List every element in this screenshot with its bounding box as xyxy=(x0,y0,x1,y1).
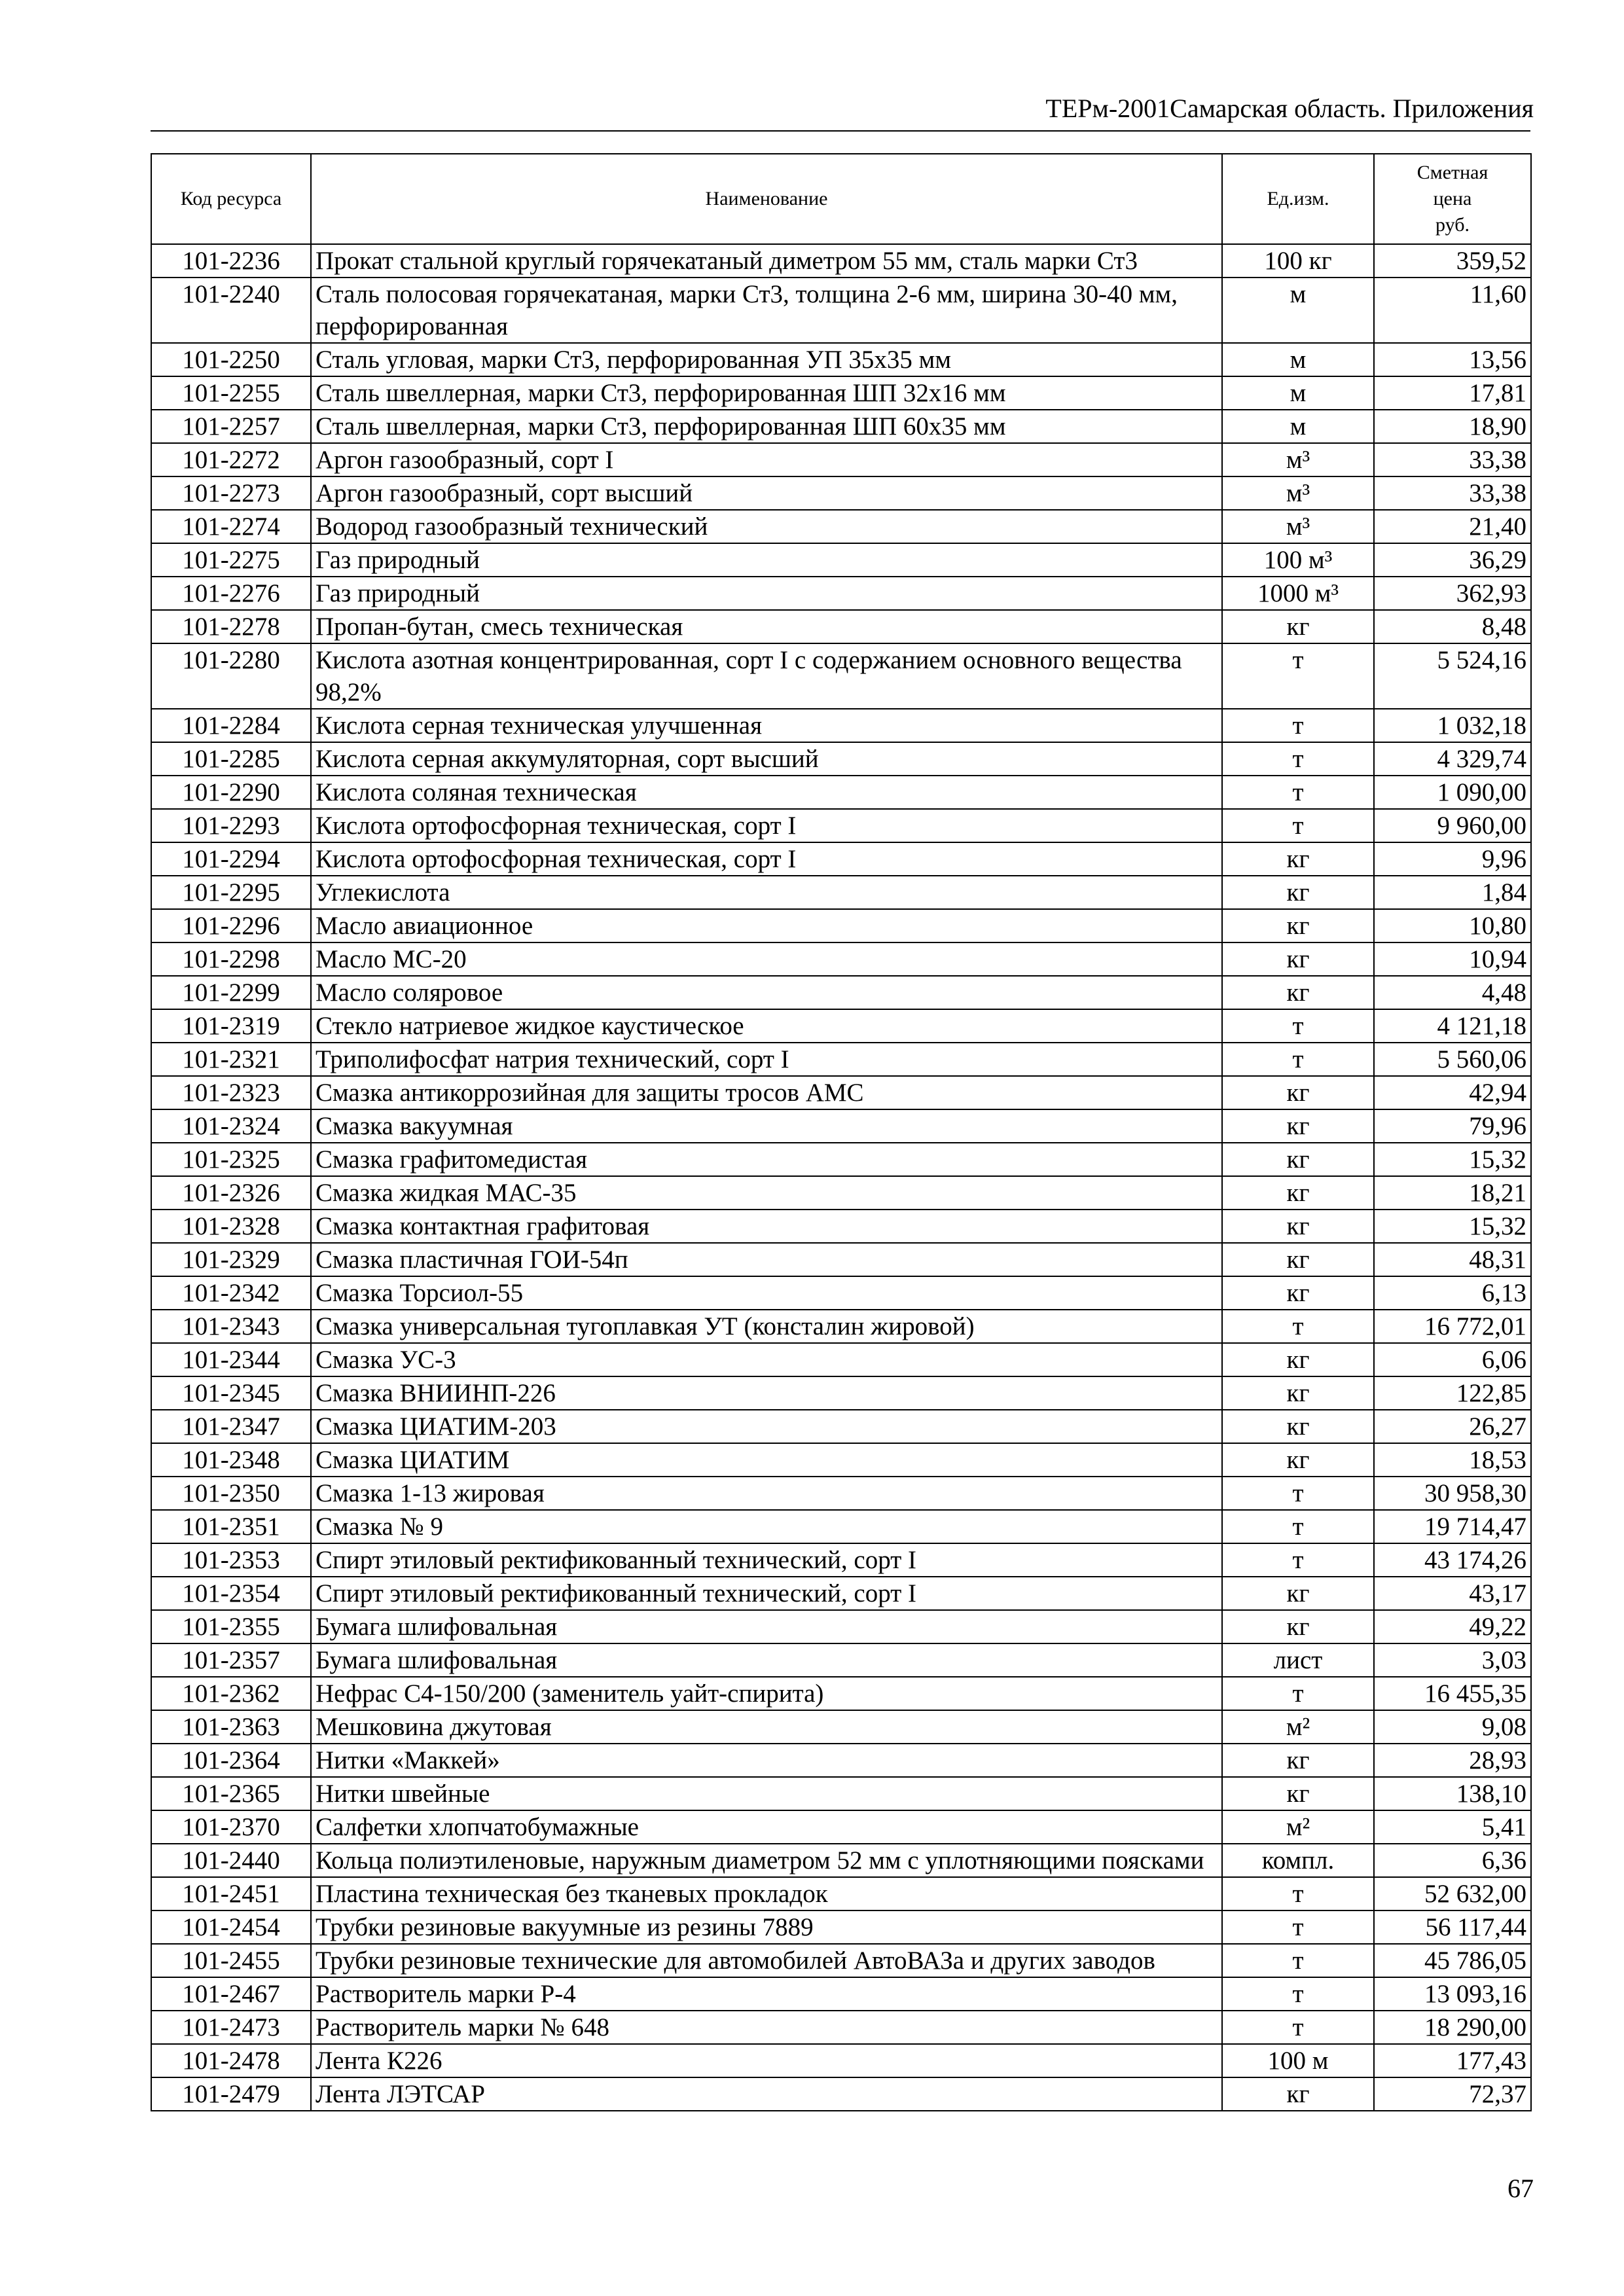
unit-cell: кг xyxy=(1222,976,1374,1009)
resource-code-cell: 101-2324 xyxy=(151,1109,311,1143)
resource-code-cell: 101-2348 xyxy=(151,1443,311,1477)
table-row xyxy=(151,410,1531,443)
table-row xyxy=(151,1677,1531,1710)
table-row xyxy=(151,543,1531,577)
price-cell: 10,94 xyxy=(1374,942,1531,976)
price-cell: 9,96 xyxy=(1374,842,1531,876)
price-cell: 52 632,00 xyxy=(1374,1877,1531,1910)
resource-code-cell: 101-2451 xyxy=(151,1877,311,1910)
resource-name-cell: Смазка УС-3 xyxy=(311,1343,1222,1376)
price-cell: 36,29 xyxy=(1374,543,1531,577)
table-row xyxy=(151,476,1531,510)
resource-code-cell: 101-2473 xyxy=(151,2011,311,2044)
table-row xyxy=(151,1844,1531,1877)
table-row xyxy=(151,1276,1531,1310)
price-cell: 15,32 xyxy=(1374,1210,1531,1243)
resource-name-cell: Кислота серная аккумуляторная, сорт высший xyxy=(311,742,1222,776)
unit-cell: кг xyxy=(1222,1343,1374,1376)
resource-code-cell: 101-2454 xyxy=(151,1910,311,1944)
unit-cell: м xyxy=(1222,410,1374,443)
resource-name-cell: Кислота серная техническая улучшенная xyxy=(311,709,1222,742)
resource-name-cell: Смазка жидкая МАС-35 xyxy=(311,1176,1222,1210)
table-row xyxy=(151,709,1531,742)
price-cell: 4 329,74 xyxy=(1374,742,1531,776)
resource-code-cell: 101-2440 xyxy=(151,1844,311,1877)
table-row xyxy=(151,1977,1531,2011)
resource-code-cell: 101-2321 xyxy=(151,1043,311,1076)
resource-name-cell: Масло авиационное xyxy=(311,909,1222,942)
price-cell: 17,81 xyxy=(1374,376,1531,410)
price-cell: 43,17 xyxy=(1374,1577,1531,1610)
table-row xyxy=(151,278,1531,343)
resource-code-cell: 101-2363 xyxy=(151,1710,311,1744)
table-row xyxy=(151,1944,1531,1977)
unit-cell: т xyxy=(1222,1477,1374,1510)
resource-name-cell: Смазка антикоррозийная для защиты тросов АМС xyxy=(311,1076,1222,1109)
price-cell: 28,93 xyxy=(1374,1744,1531,1777)
resource-name-cell: Сталь швеллерная, марки Ст3, перфорированная ШП 60х35 мм xyxy=(311,410,1222,443)
unit-cell: т xyxy=(1222,1977,1374,2011)
unit-cell: т xyxy=(1222,1677,1374,1710)
resource-name-cell: Кислота азотная концентрированная, сорт I с содержанием основного вещества 98,2% xyxy=(311,643,1222,709)
table-row xyxy=(151,1877,1531,1910)
resource-code-cell: 101-2326 xyxy=(151,1176,311,1210)
resource-code-cell: 101-2319 xyxy=(151,1009,311,1043)
unit-cell: кг xyxy=(1222,1376,1374,1410)
resource-code-cell: 101-2350 xyxy=(151,1477,311,1510)
resource-code-cell: 101-2347 xyxy=(151,1410,311,1443)
column-header-name: Наименование xyxy=(311,154,1222,244)
resource-code-cell: 101-2343 xyxy=(151,1310,311,1343)
resource-code-cell: 101-2278 xyxy=(151,610,311,643)
resource-code-cell: 101-2344 xyxy=(151,1343,311,1376)
resource-code-cell: 101-2285 xyxy=(151,742,311,776)
resource-code-cell: 101-2273 xyxy=(151,476,311,510)
unit-cell: кг xyxy=(1222,1443,1374,1477)
resource-name-cell: Смазка 1-13 жировая xyxy=(311,1477,1222,1510)
resource-name-cell: Сталь швеллерная, марки Ст3, перфорированная ШП 32х16 мм xyxy=(311,376,1222,410)
price-cell: 362,93 xyxy=(1374,577,1531,610)
resource-name-cell: Сталь угловая, марки Ст3, перфорированная УП 35х35 мм xyxy=(311,343,1222,376)
unit-cell: кг xyxy=(1222,876,1374,909)
resource-name-cell: Салфетки хлопчатобумажные xyxy=(311,1810,1222,1844)
resource-name-cell: Нитки швейные xyxy=(311,1777,1222,1810)
table-row xyxy=(151,1310,1531,1343)
resource-name-cell: Смазка универсальная тугоплавкая УТ (консталин жировой) xyxy=(311,1310,1222,1343)
unit-cell: 1000 м³ xyxy=(1222,577,1374,610)
resource-name-cell: Кольца полиэтиленовые, наружным диаметром 52 мм с уплотняющими поясками xyxy=(311,1844,1222,1877)
resource-name-cell: Спирт этиловый ректификованный технический, сорт I xyxy=(311,1543,1222,1577)
price-cell: 56 117,44 xyxy=(1374,1910,1531,1944)
resource-name-cell: Трубки резиновые технические для автомобилей АвтоВАЗа и других заводов xyxy=(311,1944,1222,1977)
price-cell: 18,53 xyxy=(1374,1443,1531,1477)
unit-cell: т xyxy=(1222,809,1374,842)
price-cell: 3,03 xyxy=(1374,1643,1531,1677)
unit-cell: кг xyxy=(1222,942,1374,976)
price-cell: 42,94 xyxy=(1374,1076,1531,1109)
resource-code-cell: 101-2370 xyxy=(151,1810,311,1844)
unit-cell: т xyxy=(1222,1043,1374,1076)
resource-code-cell: 101-2351 xyxy=(151,1510,311,1543)
price-cell: 18 290,00 xyxy=(1374,2011,1531,2044)
resource-code-cell: 101-2280 xyxy=(151,643,311,709)
resource-name-cell: Кислота ортофосфорная техническая, сорт I xyxy=(311,809,1222,842)
price-cell: 138,10 xyxy=(1374,1777,1531,1810)
resource-name-cell: Масло соляровое xyxy=(311,976,1222,1009)
resource-price-table xyxy=(151,153,1532,2111)
price-cell: 11,60 xyxy=(1374,278,1531,343)
column-header-price: Сметная цена руб. xyxy=(1374,154,1531,244)
resource-code-cell: 101-2284 xyxy=(151,709,311,742)
unit-cell: 100 кг xyxy=(1222,244,1374,278)
unit-cell: кг xyxy=(1222,1109,1374,1143)
price-cell: 33,38 xyxy=(1374,476,1531,510)
price-cell: 6,36 xyxy=(1374,1844,1531,1877)
resource-code-cell: 101-2467 xyxy=(151,1977,311,2011)
resource-name-cell: Кислота ортофосфорная техническая, сорт I xyxy=(311,842,1222,876)
resource-name-cell: Смазка графитомедистая xyxy=(311,1143,1222,1176)
resource-name-cell: Газ природный xyxy=(311,543,1222,577)
price-cell: 43 174,26 xyxy=(1374,1543,1531,1577)
resource-name-cell: Бумага шлифовальная xyxy=(311,1643,1222,1677)
unit-cell: кг xyxy=(1222,1744,1374,1777)
resource-code-cell: 101-2323 xyxy=(151,1076,311,1109)
resource-name-cell: Растворитель марки Р-4 xyxy=(311,1977,1222,2011)
resource-code-cell: 101-2345 xyxy=(151,1376,311,1410)
unit-cell: кг xyxy=(1222,1777,1374,1810)
table-row xyxy=(151,443,1531,476)
resource-name-cell: Растворитель марки № 648 xyxy=(311,2011,1222,2044)
resource-name-cell: Масло МС-20 xyxy=(311,942,1222,976)
resource-name-cell: Аргон газообразный, сорт высший xyxy=(311,476,1222,510)
price-cell: 5,41 xyxy=(1374,1810,1531,1844)
price-cell: 16 772,01 xyxy=(1374,1310,1531,1343)
unit-cell: т xyxy=(1222,1910,1374,1944)
resource-code-cell: 101-2328 xyxy=(151,1210,311,1243)
unit-cell: т xyxy=(1222,742,1374,776)
resource-code-cell: 101-2298 xyxy=(151,942,311,976)
price-cell: 79,96 xyxy=(1374,1109,1531,1143)
price-cell: 4,48 xyxy=(1374,976,1531,1009)
resource-name-cell: Смазка ЦИАТИМ xyxy=(311,1443,1222,1477)
table-row xyxy=(151,1109,1531,1143)
unit-cell: кг xyxy=(1222,1243,1374,1276)
table-row xyxy=(151,942,1531,976)
resource-name-cell: Сталь полосовая горячекатаная, марки Ст3, толщина 2-6 мм, ширина 30-40 мм, перфорированная xyxy=(311,278,1222,343)
unit-cell: кг xyxy=(1222,1276,1374,1310)
unit-cell: м³ xyxy=(1222,476,1374,510)
price-cell: 33,38 xyxy=(1374,443,1531,476)
price-cell: 21,40 xyxy=(1374,510,1531,543)
column-header-code: Код ресурса xyxy=(151,154,311,244)
unit-cell: т xyxy=(1222,2011,1374,2044)
resource-code-cell: 101-2276 xyxy=(151,577,311,610)
table-row xyxy=(151,610,1531,643)
resource-code-cell: 101-2325 xyxy=(151,1143,311,1176)
resource-code-cell: 101-2478 xyxy=(151,2044,311,2077)
running-header: ТЕРм-2001Самарская область. Приложения xyxy=(1045,94,1534,123)
table-row xyxy=(151,1410,1531,1443)
unit-cell: лист xyxy=(1222,1643,1374,1677)
unit-cell: кг xyxy=(1222,1610,1374,1643)
resource-code-cell: 101-2354 xyxy=(151,1577,311,1610)
unit-cell: т xyxy=(1222,1310,1374,1343)
table-row xyxy=(151,842,1531,876)
resource-name-cell: Смазка ВНИИНП-226 xyxy=(311,1376,1222,1410)
table-row xyxy=(151,376,1531,410)
resource-code-cell: 101-2353 xyxy=(151,1543,311,1577)
price-cell: 5 524,16 xyxy=(1374,643,1531,709)
resource-code-cell: 101-2290 xyxy=(151,776,311,809)
resource-code-cell: 101-2294 xyxy=(151,842,311,876)
table-row xyxy=(151,742,1531,776)
price-cell: 19 714,47 xyxy=(1374,1510,1531,1543)
resource-name-cell: Прокат стальной круглый горячекатаный диметром 55 мм, сталь марки Ст3 xyxy=(311,244,1222,278)
unit-cell: м³ xyxy=(1222,510,1374,543)
resource-code-cell: 101-2255 xyxy=(151,376,311,410)
resource-code-cell: 101-2357 xyxy=(151,1643,311,1677)
table-row xyxy=(151,1910,1531,1944)
table-row xyxy=(151,1443,1531,1477)
table-row xyxy=(151,510,1531,543)
unit-cell: т xyxy=(1222,1009,1374,1043)
table-row xyxy=(151,2011,1531,2044)
resource-code-cell: 101-2329 xyxy=(151,1243,311,1276)
unit-cell: кг xyxy=(1222,1410,1374,1443)
price-cell: 13 093,16 xyxy=(1374,1977,1531,2011)
unit-cell: кг xyxy=(1222,1143,1374,1176)
price-cell: 16 455,35 xyxy=(1374,1677,1531,1710)
price-cell: 13,56 xyxy=(1374,343,1531,376)
column-header-unit: Ед.изм. xyxy=(1222,154,1374,244)
resource-name-cell: Газ природный xyxy=(311,577,1222,610)
table-row xyxy=(151,1343,1531,1376)
resource-name-cell: Спирт этиловый ректификованный технический, сорт I xyxy=(311,1577,1222,1610)
resource-code-cell: 101-2257 xyxy=(151,410,311,443)
resource-name-cell: Лента ЛЭТСАР xyxy=(311,2077,1222,2111)
unit-cell: м xyxy=(1222,376,1374,410)
table-row xyxy=(151,577,1531,610)
unit-cell: т xyxy=(1222,1944,1374,1977)
unit-cell: кг xyxy=(1222,2077,1374,2111)
price-cell: 15,32 xyxy=(1374,1143,1531,1176)
unit-cell: 100 м xyxy=(1222,2044,1374,2077)
resource-name-cell: Мешковина джутовая xyxy=(311,1710,1222,1744)
resource-name-cell: Смазка пластичная ГОИ-54п xyxy=(311,1243,1222,1276)
price-cell: 9 960,00 xyxy=(1374,809,1531,842)
resource-code-cell: 101-2295 xyxy=(151,876,311,909)
unit-cell: т xyxy=(1222,709,1374,742)
table-row xyxy=(151,2044,1531,2077)
price-cell: 18,90 xyxy=(1374,410,1531,443)
resource-name-cell: Пропан-бутан, смесь техническая xyxy=(311,610,1222,643)
table-row xyxy=(151,1543,1531,1577)
table-row xyxy=(151,1243,1531,1276)
resource-code-cell: 101-2293 xyxy=(151,809,311,842)
price-cell: 177,43 xyxy=(1374,2044,1531,2077)
table-row xyxy=(151,1744,1531,1777)
table-row xyxy=(151,643,1531,709)
price-cell: 6,13 xyxy=(1374,1276,1531,1310)
unit-cell: м² xyxy=(1222,1810,1374,1844)
header-rule xyxy=(151,130,1530,132)
table-row xyxy=(151,1610,1531,1643)
resource-name-cell: Стекло натриевое жидкое каустическое xyxy=(311,1009,1222,1043)
unit-cell: кг xyxy=(1222,610,1374,643)
table-row xyxy=(151,809,1531,842)
resource-name-cell: Бумага шлифовальная xyxy=(311,1610,1222,1643)
price-cell: 72,37 xyxy=(1374,2077,1531,2111)
resource-name-cell: Нитки «Маккей» xyxy=(311,1744,1222,1777)
table-row xyxy=(151,776,1531,809)
resource-code-cell: 101-2365 xyxy=(151,1777,311,1810)
resource-name-cell: Нефрас С4-150/200 (заменитель уайт-спирита) xyxy=(311,1677,1222,1710)
resource-code-cell: 101-2364 xyxy=(151,1744,311,1777)
resource-name-cell: Лента К226 xyxy=(311,2044,1222,2077)
price-cell: 359,52 xyxy=(1374,244,1531,278)
resource-name-cell: Аргон газообразный, сорт I xyxy=(311,443,1222,476)
page-number: 67 xyxy=(1507,2174,1534,2203)
resource-code-cell: 101-2355 xyxy=(151,1610,311,1643)
price-cell: 6,06 xyxy=(1374,1343,1531,1376)
resource-name-cell: Смазка вакуумная xyxy=(311,1109,1222,1143)
unit-cell: кг xyxy=(1222,909,1374,942)
price-cell: 18,21 xyxy=(1374,1176,1531,1210)
unit-cell: 100 м³ xyxy=(1222,543,1374,577)
table-row xyxy=(151,1176,1531,1210)
price-cell: 1 032,18 xyxy=(1374,709,1531,742)
table-row xyxy=(151,976,1531,1009)
table-row xyxy=(151,1510,1531,1543)
price-cell: 26,27 xyxy=(1374,1410,1531,1443)
resource-code-cell: 101-2250 xyxy=(151,343,311,376)
resource-code-cell: 101-2299 xyxy=(151,976,311,1009)
unit-cell: м² xyxy=(1222,1710,1374,1744)
table-row xyxy=(151,244,1531,278)
price-cell: 5 560,06 xyxy=(1374,1043,1531,1076)
table-row xyxy=(151,1643,1531,1677)
table-row xyxy=(151,876,1531,909)
resource-name-cell: Кислота соляная техническая xyxy=(311,776,1222,809)
resource-name-cell: Трубки резиновые вакуумные из резины 7889 xyxy=(311,1910,1222,1944)
table-row xyxy=(151,1810,1531,1844)
table-row xyxy=(151,909,1531,942)
unit-cell: т xyxy=(1222,1543,1374,1577)
table-row xyxy=(151,1710,1531,1744)
resource-code-cell: 101-2272 xyxy=(151,443,311,476)
resource-name-cell: Водород газообразный технический xyxy=(311,510,1222,543)
table-row xyxy=(151,343,1531,376)
resource-code-cell: 101-2455 xyxy=(151,1944,311,1977)
resource-code-cell: 101-2275 xyxy=(151,543,311,577)
unit-cell: кг xyxy=(1222,1210,1374,1243)
unit-cell: кг xyxy=(1222,1076,1374,1109)
table-row xyxy=(151,1076,1531,1109)
price-cell: 30 958,30 xyxy=(1374,1477,1531,1510)
resource-code-cell: 101-2342 xyxy=(151,1276,311,1310)
table-row xyxy=(151,2077,1531,2111)
resource-code-cell: 101-2240 xyxy=(151,278,311,343)
price-cell: 8,48 xyxy=(1374,610,1531,643)
price-cell: 45 786,05 xyxy=(1374,1944,1531,1977)
price-cell: 10,80 xyxy=(1374,909,1531,942)
resource-code-cell: 101-2274 xyxy=(151,510,311,543)
price-cell: 9,08 xyxy=(1374,1710,1531,1744)
unit-cell: т xyxy=(1222,1877,1374,1910)
unit-cell: м xyxy=(1222,343,1374,376)
table-row xyxy=(151,1043,1531,1076)
unit-cell: кг xyxy=(1222,1577,1374,1610)
table-row xyxy=(151,1009,1531,1043)
price-cell: 4 121,18 xyxy=(1374,1009,1531,1043)
unit-cell: компл. xyxy=(1222,1844,1374,1877)
table-body xyxy=(151,244,1531,2111)
resource-name-cell: Триполифосфат натрия технический, сорт I xyxy=(311,1043,1222,1076)
price-cell: 1,84 xyxy=(1374,876,1531,909)
table-row xyxy=(151,1210,1531,1243)
table-row xyxy=(151,1577,1531,1610)
resource-code-cell: 101-2236 xyxy=(151,244,311,278)
price-cell: 122,85 xyxy=(1374,1376,1531,1410)
unit-cell: т xyxy=(1222,776,1374,809)
resource-name-cell: Пластина техническая без тканевых прокладок xyxy=(311,1877,1222,1910)
table-row xyxy=(151,1477,1531,1510)
resource-name-cell: Смазка Торсиол-55 xyxy=(311,1276,1222,1310)
price-cell: 48,31 xyxy=(1374,1243,1531,1276)
unit-cell: т xyxy=(1222,1510,1374,1543)
unit-cell: т xyxy=(1222,643,1374,709)
table-row xyxy=(151,1376,1531,1410)
resource-code-cell: 101-2296 xyxy=(151,909,311,942)
resource-code-cell: 101-2479 xyxy=(151,2077,311,2111)
table-row xyxy=(151,1777,1531,1810)
resource-code-cell: 101-2362 xyxy=(151,1677,311,1710)
unit-cell: м xyxy=(1222,278,1374,343)
unit-cell: м³ xyxy=(1222,443,1374,476)
price-cell: 1 090,00 xyxy=(1374,776,1531,809)
price-cell: 49,22 xyxy=(1374,1610,1531,1643)
unit-cell: кг xyxy=(1222,1176,1374,1210)
resource-name-cell: Смазка № 9 xyxy=(311,1510,1222,1543)
resource-name-cell: Углекислота xyxy=(311,876,1222,909)
table-header-row xyxy=(151,154,1531,244)
resource-name-cell: Смазка ЦИАТИМ-203 xyxy=(311,1410,1222,1443)
unit-cell: кг xyxy=(1222,842,1374,876)
resource-name-cell: Смазка контактная графитовая xyxy=(311,1210,1222,1243)
table-row xyxy=(151,1143,1531,1176)
